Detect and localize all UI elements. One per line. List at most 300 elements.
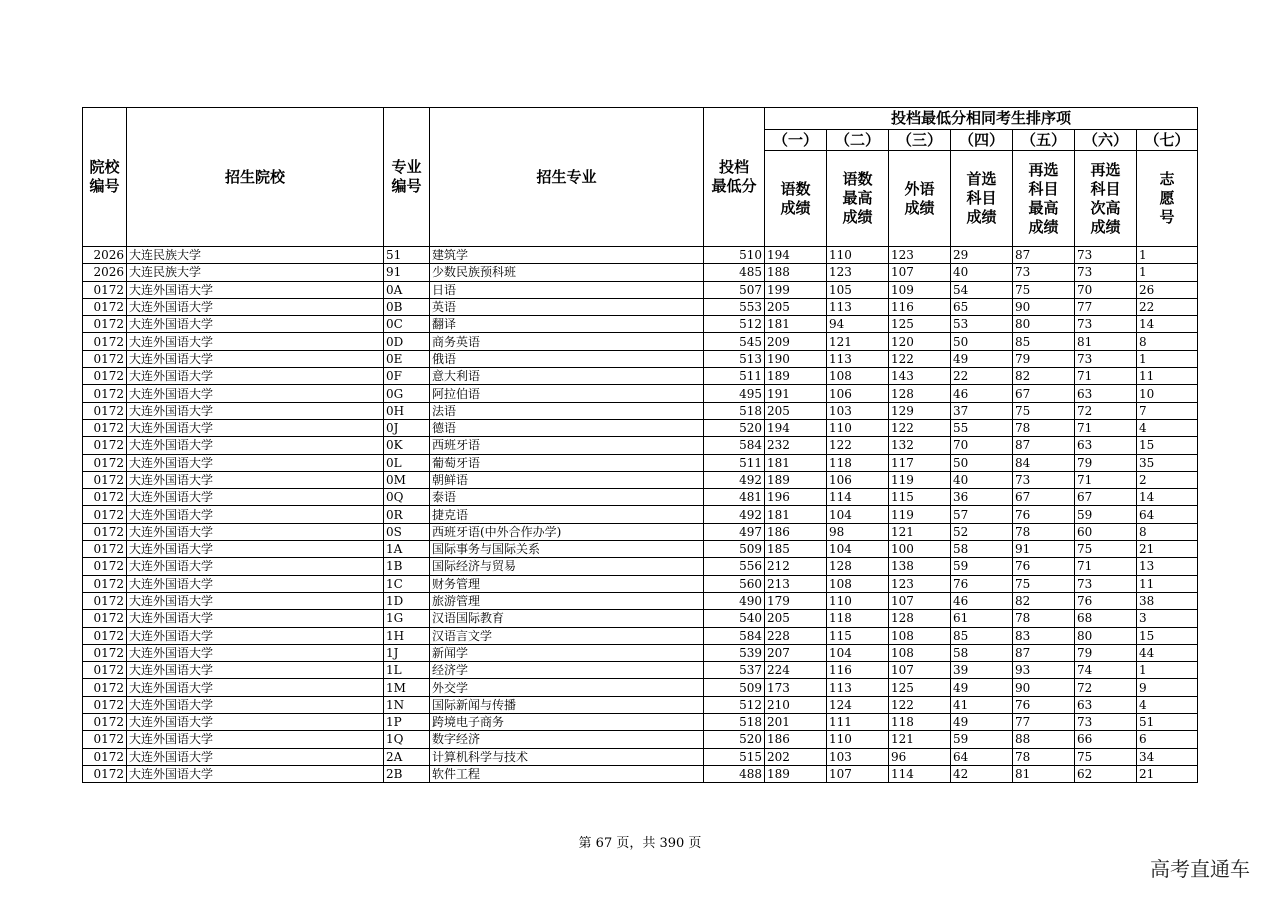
cell-min-score: 520 (704, 419, 765, 436)
cell-school-name: 大连外国语大学 (127, 679, 384, 696)
table-row (83, 558, 1198, 575)
cell-score-4: 54 (951, 281, 1013, 298)
cell-major-name: 西班牙语 (430, 437, 704, 454)
table-row (83, 541, 1198, 558)
cell-score-7: 15 (1137, 437, 1198, 454)
cell-score-6: 67 (1075, 489, 1137, 506)
table-row (83, 696, 1198, 713)
cell-major-name: 德语 (430, 419, 704, 436)
cell-score-3: 108 (889, 644, 951, 661)
cell-score-4: 49 (951, 679, 1013, 696)
cell-score-5: 88 (1013, 731, 1075, 748)
cell-score-4: 59 (951, 558, 1013, 575)
cell-school-name: 大连外国语大学 (127, 523, 384, 540)
header-major-code: 专业 编号 (384, 108, 430, 247)
cell-school-code: 0172 (83, 662, 127, 679)
header-school-name: 招生院校 (127, 108, 384, 247)
cell-score-2: 104 (827, 506, 889, 523)
cell-score-4: 22 (951, 368, 1013, 385)
cell-score-5: 81 (1013, 765, 1075, 782)
cell-score-2: 108 (827, 575, 889, 592)
cell-score-5: 79 (1013, 350, 1075, 367)
cell-score-7: 51 (1137, 714, 1198, 731)
cell-score-7: 15 (1137, 627, 1198, 644)
cell-score-1: 205 (765, 610, 827, 627)
cell-min-score: 511 (704, 368, 765, 385)
cell-min-score: 510 (704, 247, 765, 264)
cell-score-6: 75 (1075, 541, 1137, 558)
header-major-name: 招生专业 (430, 108, 704, 247)
cell-major-code: 0Q (384, 489, 430, 506)
cell-score-3: 119 (889, 506, 951, 523)
cell-school-name: 大连外国语大学 (127, 454, 384, 471)
cell-score-2: 107 (827, 765, 889, 782)
table-row (83, 264, 1198, 281)
cell-score-6: 73 (1075, 350, 1137, 367)
cell-major-name: 汉语言文学 (430, 627, 704, 644)
cell-min-score: 540 (704, 610, 765, 627)
cell-score-6: 71 (1075, 471, 1137, 488)
header-order-7: （七） (1137, 130, 1198, 151)
cell-score-5: 67 (1013, 489, 1075, 506)
cell-score-7: 44 (1137, 644, 1198, 661)
header-sub-1: 语数 成绩 (765, 151, 827, 247)
cell-major-code: 0K (384, 437, 430, 454)
cell-school-name: 大连外国语大学 (127, 714, 384, 731)
cell-score-4: 50 (951, 333, 1013, 350)
cell-score-5: 87 (1013, 437, 1075, 454)
cell-major-code: 0D (384, 333, 430, 350)
cell-score-3: 121 (889, 731, 951, 748)
cell-score-2: 103 (827, 402, 889, 419)
cell-score-5: 67 (1013, 385, 1075, 402)
cell-school-name: 大连外国语大学 (127, 419, 384, 436)
cell-major-name: 少数民族预科班 (430, 264, 704, 281)
cell-score-2: 118 (827, 454, 889, 471)
cell-min-score: 495 (704, 385, 765, 402)
cell-score-1: 190 (765, 350, 827, 367)
header-min-score: 投档 最低分 (704, 108, 765, 247)
cell-major-code: 2A (384, 748, 430, 765)
table-row (83, 368, 1198, 385)
cell-school-name: 大连外国语大学 (127, 368, 384, 385)
cell-score-6: 71 (1075, 558, 1137, 575)
cell-min-score: 497 (704, 523, 765, 540)
cell-major-code: 0F (384, 368, 430, 385)
cell-school-code: 0172 (83, 523, 127, 540)
cell-score-5: 75 (1013, 281, 1075, 298)
cell-score-6: 73 (1075, 714, 1137, 731)
cell-score-6: 75 (1075, 748, 1137, 765)
table-row (83, 247, 1198, 264)
cell-school-code: 0172 (83, 748, 127, 765)
cell-score-7: 8 (1137, 523, 1198, 540)
cell-major-code: 51 (384, 247, 430, 264)
cell-score-1: 202 (765, 748, 827, 765)
cell-major-code: 0G (384, 385, 430, 402)
cell-min-score: 513 (704, 350, 765, 367)
cell-score-1: 189 (765, 765, 827, 782)
cell-score-5: 75 (1013, 402, 1075, 419)
cell-score-2: 116 (827, 662, 889, 679)
cell-score-6: 73 (1075, 316, 1137, 333)
cell-school-code: 0172 (83, 402, 127, 419)
cell-score-3: 128 (889, 610, 951, 627)
cell-school-name: 大连外国语大学 (127, 489, 384, 506)
table-row (83, 662, 1198, 679)
cell-school-name: 大连外国语大学 (127, 610, 384, 627)
cell-score-1: 207 (765, 644, 827, 661)
cell-score-7: 14 (1137, 316, 1198, 333)
cell-min-score: 509 (704, 541, 765, 558)
cell-score-4: 39 (951, 662, 1013, 679)
cell-score-3: 118 (889, 714, 951, 731)
table-row (83, 419, 1198, 436)
table-row (83, 350, 1198, 367)
cell-score-4: 41 (951, 696, 1013, 713)
cell-score-3: 119 (889, 471, 951, 488)
cell-score-2: 113 (827, 679, 889, 696)
cell-score-3: 96 (889, 748, 951, 765)
cell-major-name: 跨境电子商务 (430, 714, 704, 731)
cell-score-2: 98 (827, 523, 889, 540)
cell-score-6: 81 (1075, 333, 1137, 350)
cell-score-3: 122 (889, 696, 951, 713)
cell-min-score: 560 (704, 575, 765, 592)
cell-score-7: 1 (1137, 247, 1198, 264)
cell-score-3: 125 (889, 316, 951, 333)
cell-score-1: 210 (765, 696, 827, 713)
cell-score-7: 9 (1137, 679, 1198, 696)
cell-score-5: 83 (1013, 627, 1075, 644)
cell-score-2: 113 (827, 350, 889, 367)
header-order-6: （六） (1075, 130, 1137, 151)
cell-score-4: 64 (951, 748, 1013, 765)
cell-score-2: 103 (827, 748, 889, 765)
cell-score-6: 62 (1075, 765, 1137, 782)
cell-score-1: 205 (765, 298, 827, 315)
cell-major-code: 1B (384, 558, 430, 575)
cell-score-4: 58 (951, 541, 1013, 558)
cell-score-5: 73 (1013, 264, 1075, 281)
cell-score-6: 79 (1075, 454, 1137, 471)
cell-school-name: 大连外国语大学 (127, 696, 384, 713)
cell-score-1: 181 (765, 316, 827, 333)
table-row (83, 402, 1198, 419)
table-row (83, 644, 1198, 661)
cell-score-1: 212 (765, 558, 827, 575)
cell-score-4: 61 (951, 610, 1013, 627)
cell-score-7: 7 (1137, 402, 1198, 419)
cell-school-name: 大连外国语大学 (127, 662, 384, 679)
cell-score-4: 40 (951, 264, 1013, 281)
cell-score-7: 6 (1137, 731, 1198, 748)
cell-score-3: 107 (889, 264, 951, 281)
cell-score-6: 80 (1075, 627, 1137, 644)
cell-score-7: 21 (1137, 541, 1198, 558)
cell-major-code: 1M (384, 679, 430, 696)
table-row (83, 471, 1198, 488)
cell-major-name: 阿拉伯语 (430, 385, 704, 402)
watermark: 高考直通车 (1150, 857, 1250, 881)
cell-score-3: 115 (889, 489, 951, 506)
table-row (83, 506, 1198, 523)
cell-school-name: 大连外国语大学 (127, 506, 384, 523)
cell-school-code: 0172 (83, 696, 127, 713)
cell-score-5: 91 (1013, 541, 1075, 558)
cell-score-3: 120 (889, 333, 951, 350)
cell-major-code: 1N (384, 696, 430, 713)
cell-score-5: 78 (1013, 419, 1075, 436)
cell-major-name: 国际新闻与传播 (430, 696, 704, 713)
cell-score-6: 77 (1075, 298, 1137, 315)
table-row (83, 281, 1198, 298)
page-footer: 第 67 页，共 390 页 (578, 836, 702, 851)
cell-score-6: 76 (1075, 592, 1137, 609)
cell-score-1: 186 (765, 523, 827, 540)
table-row (83, 298, 1198, 315)
cell-school-code: 0172 (83, 333, 127, 350)
cell-major-name: 国际事务与国际关系 (430, 541, 704, 558)
cell-score-7: 26 (1137, 281, 1198, 298)
cell-score-7: 13 (1137, 558, 1198, 575)
cell-major-name: 英语 (430, 298, 704, 315)
cell-min-score: 515 (704, 748, 765, 765)
table-row (83, 575, 1198, 592)
cell-major-code: 0C (384, 316, 430, 333)
cell-score-2: 122 (827, 437, 889, 454)
cell-score-7: 1 (1137, 350, 1198, 367)
cell-major-name: 计算机科学与技术 (430, 748, 704, 765)
cell-score-1: 186 (765, 731, 827, 748)
cell-school-name: 大连外国语大学 (127, 575, 384, 592)
cell-school-name: 大连外国语大学 (127, 748, 384, 765)
cell-min-score: 518 (704, 402, 765, 419)
cell-major-code: 1A (384, 541, 430, 558)
cell-score-5: 93 (1013, 662, 1075, 679)
cell-major-code: 0R (384, 506, 430, 523)
cell-school-code: 0172 (83, 298, 127, 315)
cell-score-2: 104 (827, 644, 889, 661)
cell-score-2: 108 (827, 368, 889, 385)
cell-school-code: 0172 (83, 575, 127, 592)
cell-score-6: 66 (1075, 731, 1137, 748)
cell-min-score: 492 (704, 471, 765, 488)
cell-score-6: 73 (1075, 247, 1137, 264)
cell-score-2: 106 (827, 385, 889, 402)
cell-major-name: 西班牙语(中外合作办学) (430, 523, 704, 540)
cell-score-3: 116 (889, 298, 951, 315)
cell-major-code: 0J (384, 419, 430, 436)
cell-school-code: 0172 (83, 644, 127, 661)
cell-score-5: 76 (1013, 696, 1075, 713)
cell-score-6: 72 (1075, 402, 1137, 419)
cell-major-code: 0L (384, 454, 430, 471)
cell-major-name: 外交学 (430, 679, 704, 696)
cell-score-1: 232 (765, 437, 827, 454)
cell-major-code: 1D (384, 592, 430, 609)
cell-school-name: 大连外国语大学 (127, 316, 384, 333)
cell-score-7: 34 (1137, 748, 1198, 765)
cell-school-name: 大连外国语大学 (127, 385, 384, 402)
cell-school-code: 0172 (83, 419, 127, 436)
cell-score-1: 228 (765, 627, 827, 644)
cell-score-6: 68 (1075, 610, 1137, 627)
cell-major-code: 0M (384, 471, 430, 488)
cell-score-4: 37 (951, 402, 1013, 419)
cell-score-2: 110 (827, 592, 889, 609)
cell-major-code: 1Q (384, 731, 430, 748)
cell-score-4: 46 (951, 385, 1013, 402)
header-order-5: （五） (1013, 130, 1075, 151)
cell-school-name: 大连外国语大学 (127, 558, 384, 575)
cell-min-score: 511 (704, 454, 765, 471)
cell-score-3: 107 (889, 662, 951, 679)
cell-min-score: 553 (704, 298, 765, 315)
cell-school-name: 大连外国语大学 (127, 471, 384, 488)
header-order-3: （三） (889, 130, 951, 151)
cell-major-name: 旅游管理 (430, 592, 704, 609)
cell-major-name: 汉语国际教育 (430, 610, 704, 627)
cell-score-4: 58 (951, 644, 1013, 661)
cell-score-7: 1 (1137, 264, 1198, 281)
cell-score-4: 70 (951, 437, 1013, 454)
cell-school-name: 大连外国语大学 (127, 541, 384, 558)
cell-score-1: 179 (765, 592, 827, 609)
cell-major-name: 翻译 (430, 316, 704, 333)
cell-score-7: 64 (1137, 506, 1198, 523)
cell-score-5: 80 (1013, 316, 1075, 333)
cell-score-2: 124 (827, 696, 889, 713)
cell-major-name: 商务英语 (430, 333, 704, 350)
cell-score-6: 71 (1075, 368, 1137, 385)
cell-score-4: 59 (951, 731, 1013, 748)
cell-score-5: 82 (1013, 368, 1075, 385)
cell-score-4: 52 (951, 523, 1013, 540)
cell-major-code: 0E (384, 350, 430, 367)
cell-school-code: 0172 (83, 610, 127, 627)
cell-score-5: 90 (1013, 298, 1075, 315)
cell-score-2: 128 (827, 558, 889, 575)
cell-score-3: 109 (889, 281, 951, 298)
cell-major-code: 0S (384, 523, 430, 540)
cell-score-3: 108 (889, 627, 951, 644)
cell-school-name: 大连外国语大学 (127, 765, 384, 782)
cell-score-2: 104 (827, 541, 889, 558)
table-row (83, 610, 1198, 627)
table-row (83, 316, 1198, 333)
cell-score-4: 53 (951, 316, 1013, 333)
cell-school-code: 0172 (83, 627, 127, 644)
cell-major-code: 0H (384, 402, 430, 419)
cell-score-6: 73 (1075, 575, 1137, 592)
cell-school-code: 0172 (83, 316, 127, 333)
cell-score-3: 100 (889, 541, 951, 558)
cell-score-2: 121 (827, 333, 889, 350)
cell-score-3: 138 (889, 558, 951, 575)
cell-school-code: 0172 (83, 437, 127, 454)
table-row (83, 627, 1198, 644)
cell-major-code: 1G (384, 610, 430, 627)
cell-school-code: 0172 (83, 592, 127, 609)
cell-score-4: 65 (951, 298, 1013, 315)
table-row (83, 454, 1198, 471)
cell-school-code: 0172 (83, 506, 127, 523)
cell-school-name: 大连民族大学 (127, 264, 384, 281)
cell-score-7: 11 (1137, 575, 1198, 592)
cell-score-7: 4 (1137, 419, 1198, 436)
cell-major-code: 1L (384, 662, 430, 679)
table-row (83, 333, 1198, 350)
cell-school-code: 0172 (83, 731, 127, 748)
cell-score-1: 213 (765, 575, 827, 592)
cell-major-code: 2B (384, 765, 430, 782)
cell-score-6: 73 (1075, 264, 1137, 281)
cell-score-1: 201 (765, 714, 827, 731)
cell-min-score: 584 (704, 437, 765, 454)
table-row (83, 765, 1198, 782)
cell-school-code: 0172 (83, 281, 127, 298)
cell-major-name: 新闻学 (430, 644, 704, 661)
cell-score-1: 191 (765, 385, 827, 402)
cell-min-score: 509 (704, 679, 765, 696)
cell-school-code: 0172 (83, 454, 127, 471)
table-body (83, 247, 1198, 783)
cell-score-6: 63 (1075, 437, 1137, 454)
cell-score-4: 46 (951, 592, 1013, 609)
cell-score-4: 76 (951, 575, 1013, 592)
cell-score-6: 63 (1075, 696, 1137, 713)
cell-min-score: 507 (704, 281, 765, 298)
cell-school-name: 大连外国语大学 (127, 731, 384, 748)
cell-major-name: 意大利语 (430, 368, 704, 385)
cell-major-code: 0A (384, 281, 430, 298)
cell-score-6: 60 (1075, 523, 1137, 540)
cell-score-6: 74 (1075, 662, 1137, 679)
cell-score-1: 181 (765, 506, 827, 523)
cell-score-2: 115 (827, 627, 889, 644)
cell-min-score: 518 (704, 714, 765, 731)
cell-min-score: 512 (704, 316, 765, 333)
cell-score-5: 76 (1013, 506, 1075, 523)
cell-min-score: 584 (704, 627, 765, 644)
cell-min-score: 481 (704, 489, 765, 506)
cell-school-code: 2026 (83, 247, 127, 264)
cell-min-score: 512 (704, 696, 765, 713)
cell-school-name: 大连民族大学 (127, 247, 384, 264)
cell-score-1: 205 (765, 402, 827, 419)
table-row (83, 679, 1198, 696)
cell-score-4: 85 (951, 627, 1013, 644)
cell-score-7: 8 (1137, 333, 1198, 350)
cell-major-code: 1J (384, 644, 430, 661)
cell-score-4: 36 (951, 489, 1013, 506)
cell-min-score: 485 (704, 264, 765, 281)
cell-score-1: 181 (765, 454, 827, 471)
cell-score-3: 123 (889, 247, 951, 264)
cell-min-score: 492 (704, 506, 765, 523)
cell-score-2: 110 (827, 731, 889, 748)
cell-score-1: 224 (765, 662, 827, 679)
cell-score-7: 22 (1137, 298, 1198, 315)
cell-score-4: 49 (951, 350, 1013, 367)
cell-score-1: 185 (765, 541, 827, 558)
header-school-code: 院校 编号 (83, 108, 127, 247)
cell-score-2: 114 (827, 489, 889, 506)
cell-major-code: 1P (384, 714, 430, 731)
cell-score-4: 49 (951, 714, 1013, 731)
cell-major-code: 91 (384, 264, 430, 281)
